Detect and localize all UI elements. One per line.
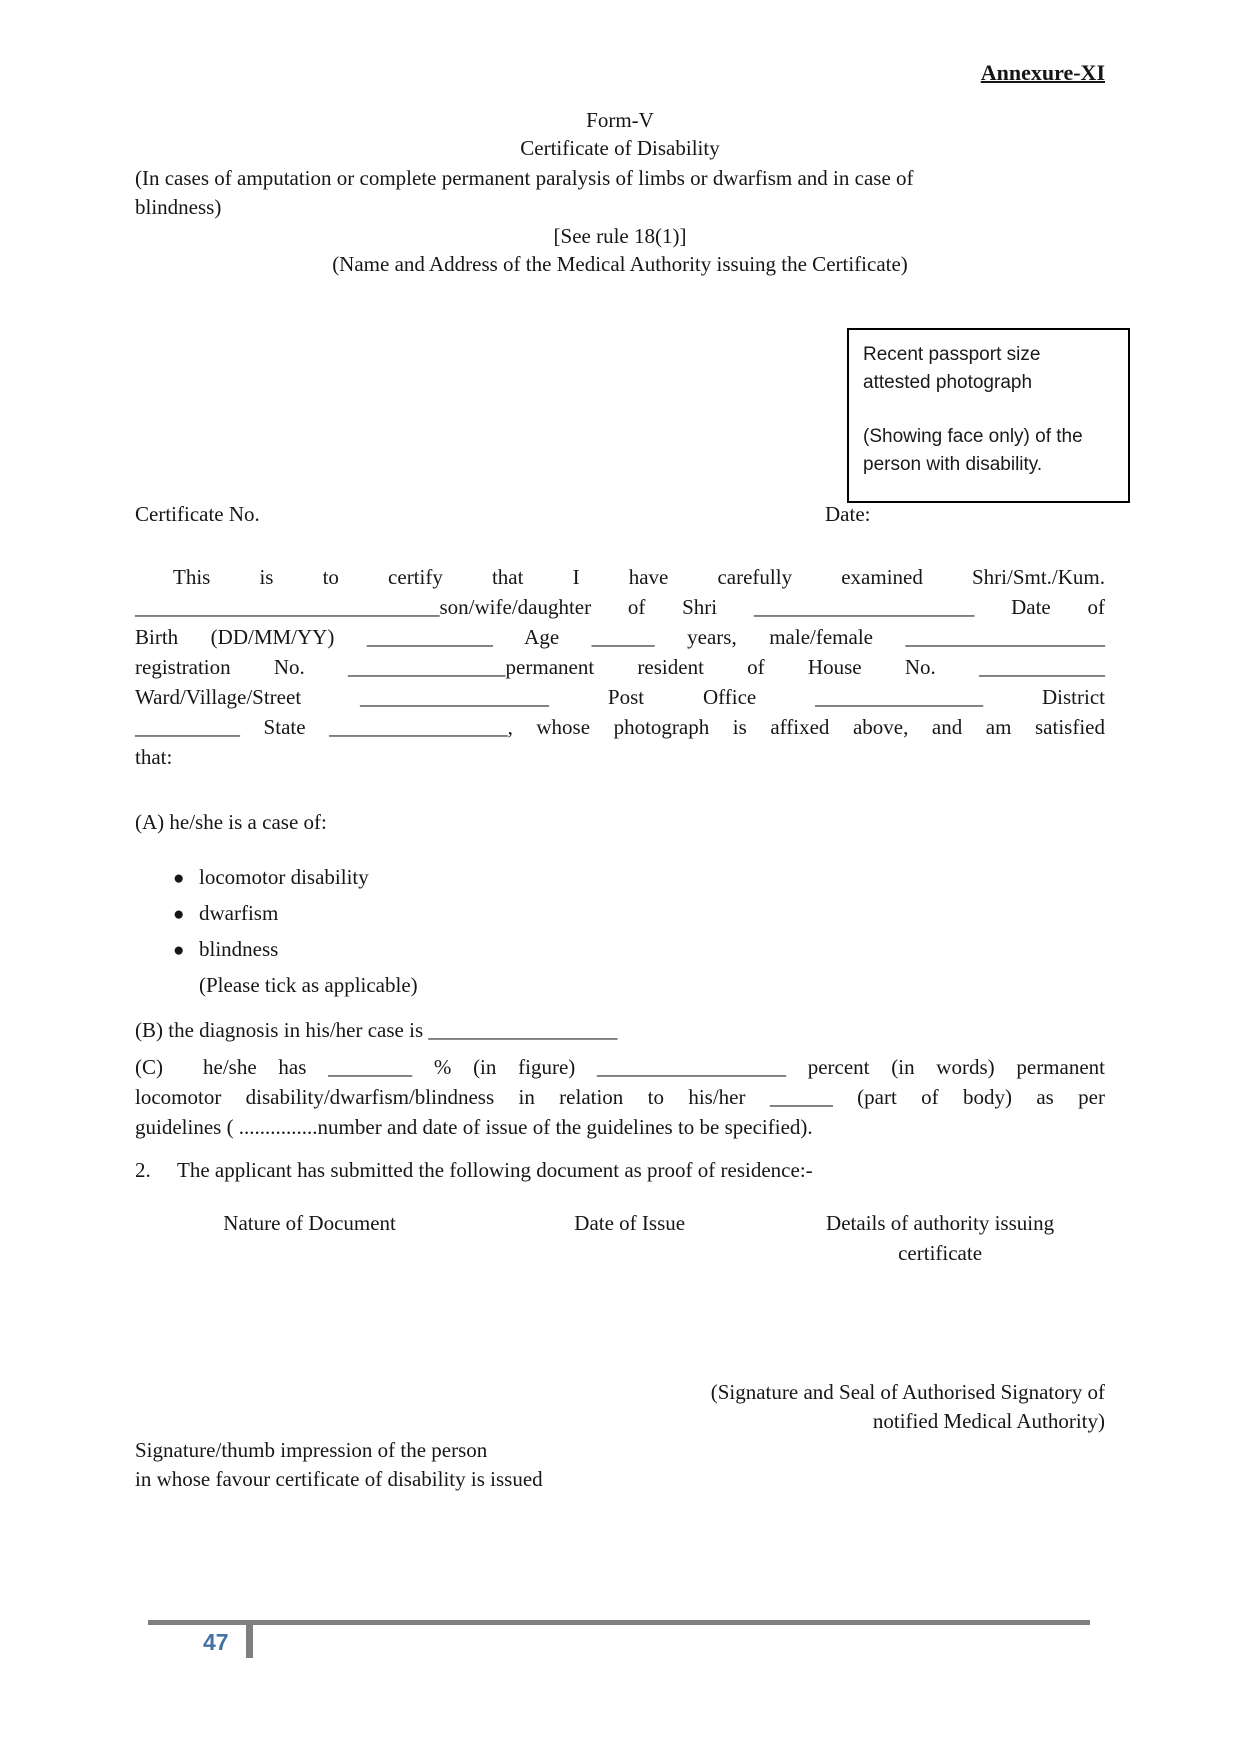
page-number: 47: [203, 1629, 229, 1655]
list-item: [135, 896, 1105, 932]
list-item: [135, 860, 1105, 896]
rule-reference: [See rule 18(1)]: [553, 224, 687, 248]
section-b-line: (B) the diagnosis in his/her case is __________________: [135, 1018, 618, 1042]
bullet-icon: ●: [173, 904, 185, 925]
item-2-text: The applicant has submitted the following document as proof of residence:-: [177, 1158, 813, 1182]
authority-address-line: (Name and Address of the Medical Authority issuing the Certificate): [332, 252, 908, 276]
section-a-heading: (A) he/she is a case of:: [135, 810, 327, 834]
declaration-line: Birth (DD/MM/YY) ____________ Age ______ years, male/female ___________________: [135, 625, 1105, 649]
photo-box-line: Recent passport size: [863, 344, 1041, 365]
certificate-no-label: Certificate No.: [135, 502, 260, 526]
person-signature-line: in whose favour certificate of disability is issued: [135, 1467, 543, 1491]
form-subtitle-line: (In cases of amputation or complete permanent paralysis of limbs or dwarfism and in case of: [135, 166, 914, 190]
photo-box-line: (Showing face only) of the: [863, 426, 1083, 447]
photo-instruction-box: [847, 328, 1130, 503]
column-header-authority-details: Details of authority issuing certificate: [826, 1211, 1055, 1265]
form-subtitle-line: blindness): [135, 195, 222, 219]
option-label: dwarfism: [199, 901, 279, 925]
residence-table-header: [135, 1208, 1105, 1268]
bullet-icon: ●: [173, 868, 185, 889]
person-signature-caption: [135, 1436, 1105, 1494]
section-c-line: [135, 1052, 1105, 1082]
declaration-line: that:: [135, 745, 173, 769]
photo-box-spacer: [863, 397, 1122, 423]
section-c-line: locomotor disability/dwarfism/blindness in relation to his/her ______ (part of body) as per: [135, 1085, 1105, 1109]
declaration-line: _____________________________son/wife/daughter of Shri _____________________ Date of: [135, 595, 1105, 619]
declaration-line: Ward/Village/Street __________________ Post Office ________________ District: [135, 685, 1105, 709]
footer-separator-bar: [246, 1622, 253, 1658]
tick-note: (Please tick as applicable): [199, 973, 418, 997]
section-c-text: he/she has ________ % (in figure) __________________ percent (in words) permanent: [203, 1055, 1105, 1079]
declaration-line: __________ State _________________, whose photograph is affixed above, and am satisfied: [135, 715, 1105, 739]
declaration-paragraph: [135, 562, 1105, 772]
section-c-label: (C): [135, 1055, 163, 1079]
item-2-row: [135, 1155, 1105, 1185]
form-number: Form-V: [586, 108, 654, 132]
list-item: [135, 932, 1105, 968]
bullet-icon: ●: [173, 940, 185, 961]
photo-box-line: attested photograph: [863, 372, 1033, 393]
date-label: Date:: [825, 502, 871, 526]
photo-box-line: person with disability.: [863, 454, 1043, 475]
option-label: blindness: [199, 937, 279, 961]
section-c-line: guidelines ( ...............number and date of issue of the guidelines to be specified).: [135, 1115, 813, 1139]
form-subtitle: [135, 164, 1105, 222]
authority-signature-line: (Signature and Seal of Authorised Signatory of: [710, 1380, 1105, 1404]
option-label: locomotor disability: [199, 865, 369, 889]
declaration-line: registration No. _______________permanent resident of House No. ____________: [135, 655, 1105, 679]
disability-option-list: [135, 860, 1105, 1003]
column-header-date-of-issue: Date of Issue: [574, 1211, 686, 1235]
declaration-line: This is to certify that I have carefully examined Shri/Smt./Kum.: [173, 565, 1105, 589]
person-signature-line: Signature/thumb impression of the person: [135, 1438, 488, 1462]
authority-signature-caption: [135, 1378, 1105, 1436]
column-header-nature-of-document: Nature of Document: [223, 1211, 396, 1235]
authority-signature-line: notified Medical Authority): [872, 1409, 1105, 1433]
annexure-label: Annexure-XI: [980, 60, 1105, 85]
footer-rule: [148, 1620, 1090, 1625]
annexure-heading: [135, 60, 1105, 86]
item-2-number: 2.: [135, 1158, 151, 1182]
certificate-meta-row: [135, 502, 1105, 527]
form-title: Certificate of Disability: [520, 136, 720, 160]
section-c-paragraph: [135, 1052, 1105, 1142]
